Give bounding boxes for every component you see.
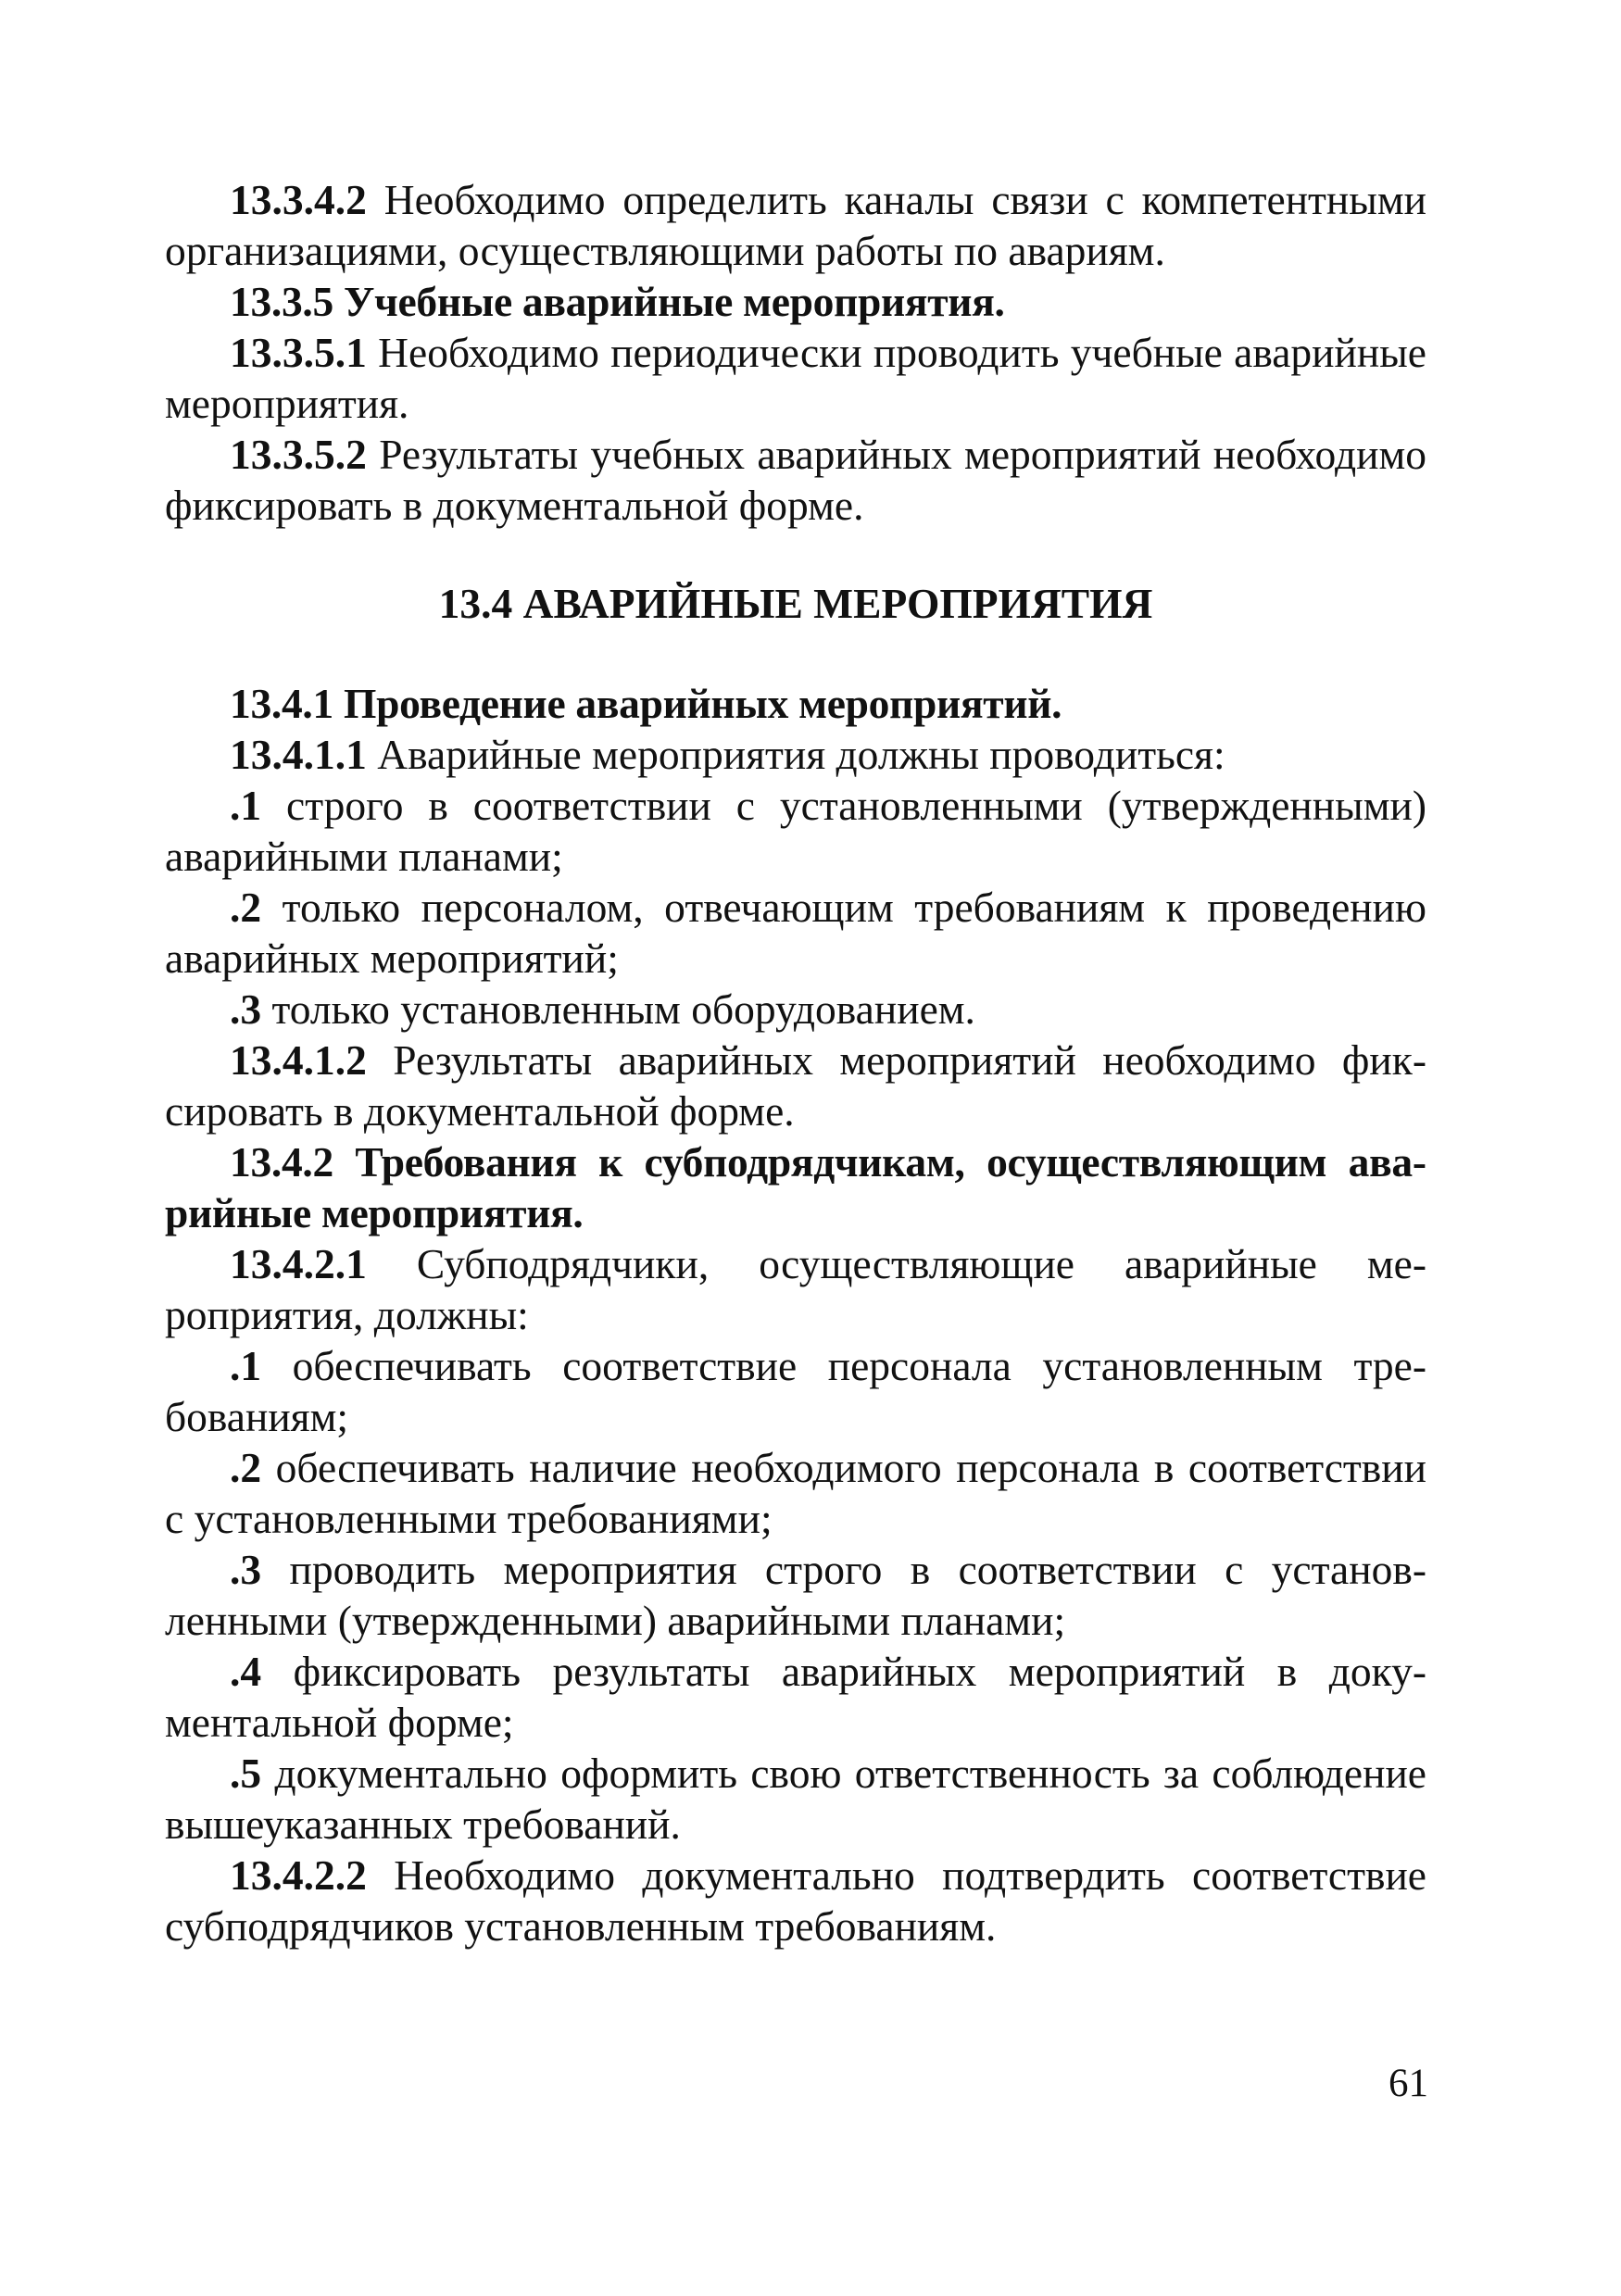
clause-number: 13.4.2.1 bbox=[230, 1240, 367, 1287]
subsection-heading bbox=[165, 276, 1426, 327]
subsection-heading bbox=[165, 1136, 1426, 1238]
clause-text: Необходимо определить каналы связи с компетентными организациями, осуществляющими работы по авариям. bbox=[165, 176, 1426, 274]
clause-text: обеспечивать наличие необходимого персонала в соответствии с установленными требованиями; bbox=[165, 1444, 1426, 1542]
section-13-4-body bbox=[165, 678, 1426, 1951]
clause-text: Аварийные мероприятия должны проводиться: bbox=[366, 731, 1225, 778]
clause-text: Субподрядчики, осуществляющие аварийные мероприятия, должны: bbox=[165, 1240, 1426, 1338]
clause-text: Необходимо документально подтвердить соответствие субподрядчиков установленным требованиям. bbox=[165, 1851, 1426, 1950]
clause-text: Результаты аварийных мероприятий необходимо фиксировать в документальной форме. bbox=[165, 1036, 1426, 1135]
paragraph bbox=[165, 1850, 1426, 1951]
clause-text: проводить мероприятия строго в соответствии с установленными (утвержденными) аварийными планами; bbox=[165, 1546, 1426, 1644]
paragraph bbox=[165, 174, 1426, 276]
clause-number: .4 bbox=[230, 1648, 262, 1695]
clause-number: 13.3.5.1 bbox=[230, 329, 367, 376]
clause-text: документально оформить свою ответственность за соблюдение вышеуказанных требований. bbox=[165, 1750, 1426, 1848]
paragraph bbox=[165, 984, 1426, 1035]
clause-text: Необходимо периодически проводить учебные аварийные мероприятия. bbox=[165, 329, 1426, 427]
paragraph bbox=[165, 729, 1426, 780]
clause-text: только установленным оборудованием. bbox=[261, 985, 975, 1033]
paragraph bbox=[165, 1646, 1426, 1748]
section-title: 13.4 АВАРИЙНЫЕ МЕРОПРИЯТИЯ bbox=[438, 580, 1153, 627]
clause-number: 13.4.2.2 bbox=[230, 1851, 367, 1899]
subsection-heading-text: 13.3.5 Учебные аварийные мероприятия. bbox=[230, 278, 1005, 325]
clause-text: строго в соответствии с установленными (утвержденными) аварийными планами; bbox=[165, 782, 1426, 880]
clause-number: .1 bbox=[230, 1342, 262, 1389]
clause-number: .2 bbox=[230, 1444, 262, 1491]
clause-number: .2 bbox=[230, 884, 262, 931]
paragraph bbox=[165, 429, 1426, 531]
paragraph bbox=[165, 1035, 1426, 1136]
clause-text: только персоналом, отвечающим требованиям к проведению аварийных мероприятий; bbox=[165, 884, 1426, 982]
section-13-3-tail bbox=[165, 174, 1426, 531]
clause-number: 13.4.1.2 bbox=[230, 1036, 367, 1084]
clause-number: 13.3.4.2 bbox=[230, 176, 367, 223]
page-number: 61 bbox=[1389, 2062, 1428, 2105]
clause-number: 13.3.5.2 bbox=[230, 431, 367, 478]
document-page bbox=[165, 174, 1426, 1951]
clause-number: 13.4.1.1 bbox=[230, 731, 367, 778]
paragraph bbox=[165, 882, 1426, 984]
clause-text: Результаты учебных аварийных мероприятий необходимо фиксировать в документальной форме. bbox=[165, 431, 1426, 529]
paragraph bbox=[165, 1340, 1426, 1442]
paragraph bbox=[165, 780, 1426, 882]
clause-number: .5 bbox=[230, 1750, 262, 1797]
paragraph bbox=[165, 1442, 1426, 1544]
paragraph bbox=[165, 327, 1426, 429]
clause-text: фиксировать результаты аварийных мероприятий в документальной форме; bbox=[165, 1648, 1426, 1746]
paragraph bbox=[165, 1544, 1426, 1646]
clause-number: .3 bbox=[230, 1546, 262, 1593]
clause-number: .3 bbox=[230, 985, 262, 1033]
paragraph bbox=[165, 1748, 1426, 1850]
clause-text: обеспечивать соответствие персонала установленным требованиям; bbox=[165, 1342, 1426, 1440]
subsection-heading bbox=[165, 678, 1426, 729]
subsection-heading-text: 13.4.2 Требования к субподрядчикам, осуществляющим аварийные мероприятия. bbox=[165, 1138, 1426, 1236]
paragraph bbox=[165, 1238, 1426, 1340]
clause-number: .1 bbox=[230, 782, 262, 829]
subsection-heading-text: 13.4.1 Проведение аварийных мероприятий. bbox=[230, 680, 1062, 727]
